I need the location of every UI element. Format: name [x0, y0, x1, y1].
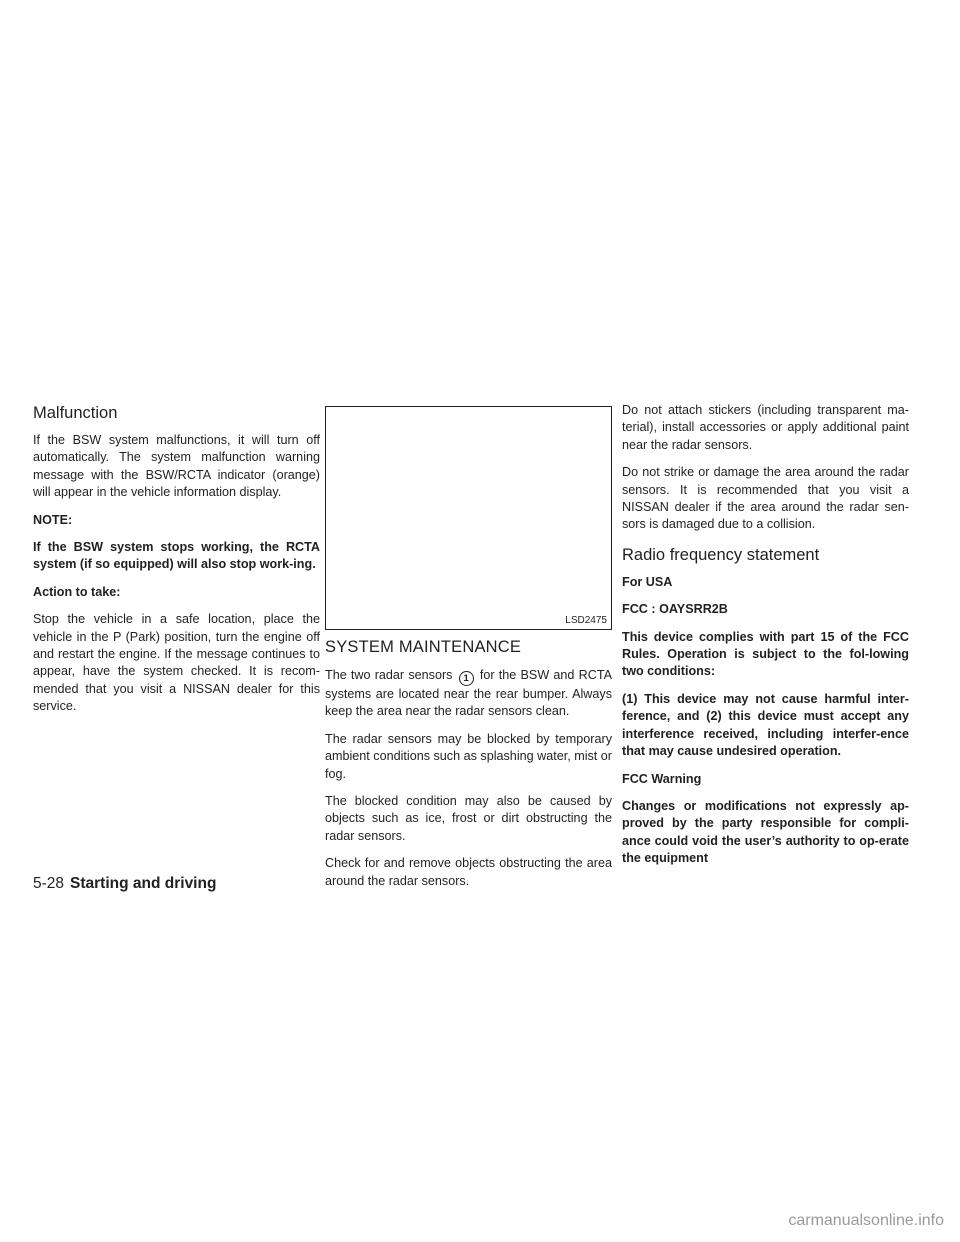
left-column	[33, 402, 320, 726]
system-maintenance-heading: SYSTEM MAINTENANCE	[325, 638, 522, 656]
radio-frequency-heading: Radio frequency statement	[622, 545, 820, 564]
middle-column	[325, 636, 612, 900]
fcc-warning-label: FCC Warning	[622, 771, 702, 786]
maintenance-paragraph-4: Check for and remove objects obstructing the area around the radar sensors.	[325, 856, 612, 888]
note-label: NOTE:	[33, 512, 73, 527]
page-number: 5-28	[33, 875, 65, 892]
right-column	[622, 402, 909, 878]
section-title: Starting and driving	[70, 875, 217, 892]
fcc-warning-text: Changes or modifications not expressly ap-proved by the party responsible for compli-ance could void the user’s authority to op-erate the equipment	[622, 798, 909, 866]
maintenance-p1-end: for the BSW and RCTA systems are located near the rear bumper. Always keep the area near the radar sensors clean.	[325, 668, 613, 719]
figure-id: LSD2475	[565, 615, 607, 626]
maintenance-p1-start: The two radar sensors	[325, 668, 453, 682]
callout-1-icon: 1	[459, 671, 474, 686]
maintenance-paragraph-1	[325, 667, 612, 721]
damage-paragraph: Do not strike or damage the area around the radar sensors. It is recommended that you visit a NISSAN dealer if the area around the radar sen-sors is damaged due to a collision.	[622, 465, 909, 532]
maintenance-paragraph-3: The blocked condition may also be caused by objects such as ice, frost or dirt obstructing the radar sensors.	[325, 794, 612, 843]
watermark: carmanualsonline.info	[788, 1212, 944, 1229]
action-label: Action to take:	[33, 584, 121, 599]
fcc-conditions-text: (1) This device may not cause harmful inter-ference, and (2) this device must accept any interference received, including interfer-ence that may cause undesired operation.	[622, 691, 909, 759]
fcc-id: FCC : OAYSRR2B	[622, 602, 728, 617]
malfunction-paragraph: If the BSW system malfunctions, it will turn off automatically. The system malfunction warning message with the BSW/RCTA indicator (orange) will appear in the vehicle information display.	[33, 433, 320, 500]
radar-sensor-figure	[325, 406, 612, 630]
action-text: Stop the vehicle in a safe location, place the vehicle in the P (Park) position, turn the engine off and restart the engine. If the message continues to appear, have the system checked. It is recom-mended that you visit a NISSAN dealer for this service.	[33, 612, 320, 714]
page-footer	[33, 875, 216, 893]
malfunction-heading: Malfunction	[33, 404, 118, 422]
maintenance-paragraph-2: The radar sensors may be blocked by temporary ambient conditions such as splashing water, mist or fog.	[325, 731, 612, 781]
fcc-compliance-text: This device complies with part 15 of the FCC Rules. Operation is subject to the fol-lowing two conditions:	[622, 629, 909, 679]
for-usa-label: For USA	[622, 574, 673, 589]
stickers-paragraph: Do not attach stickers (including transparent ma-terial), install accessories or apply additional paint near the radar sensors.	[622, 403, 909, 452]
note-text: If the BSW system stops working, the RCTA system (if so equipped) will also stop work-ing.	[33, 540, 320, 572]
